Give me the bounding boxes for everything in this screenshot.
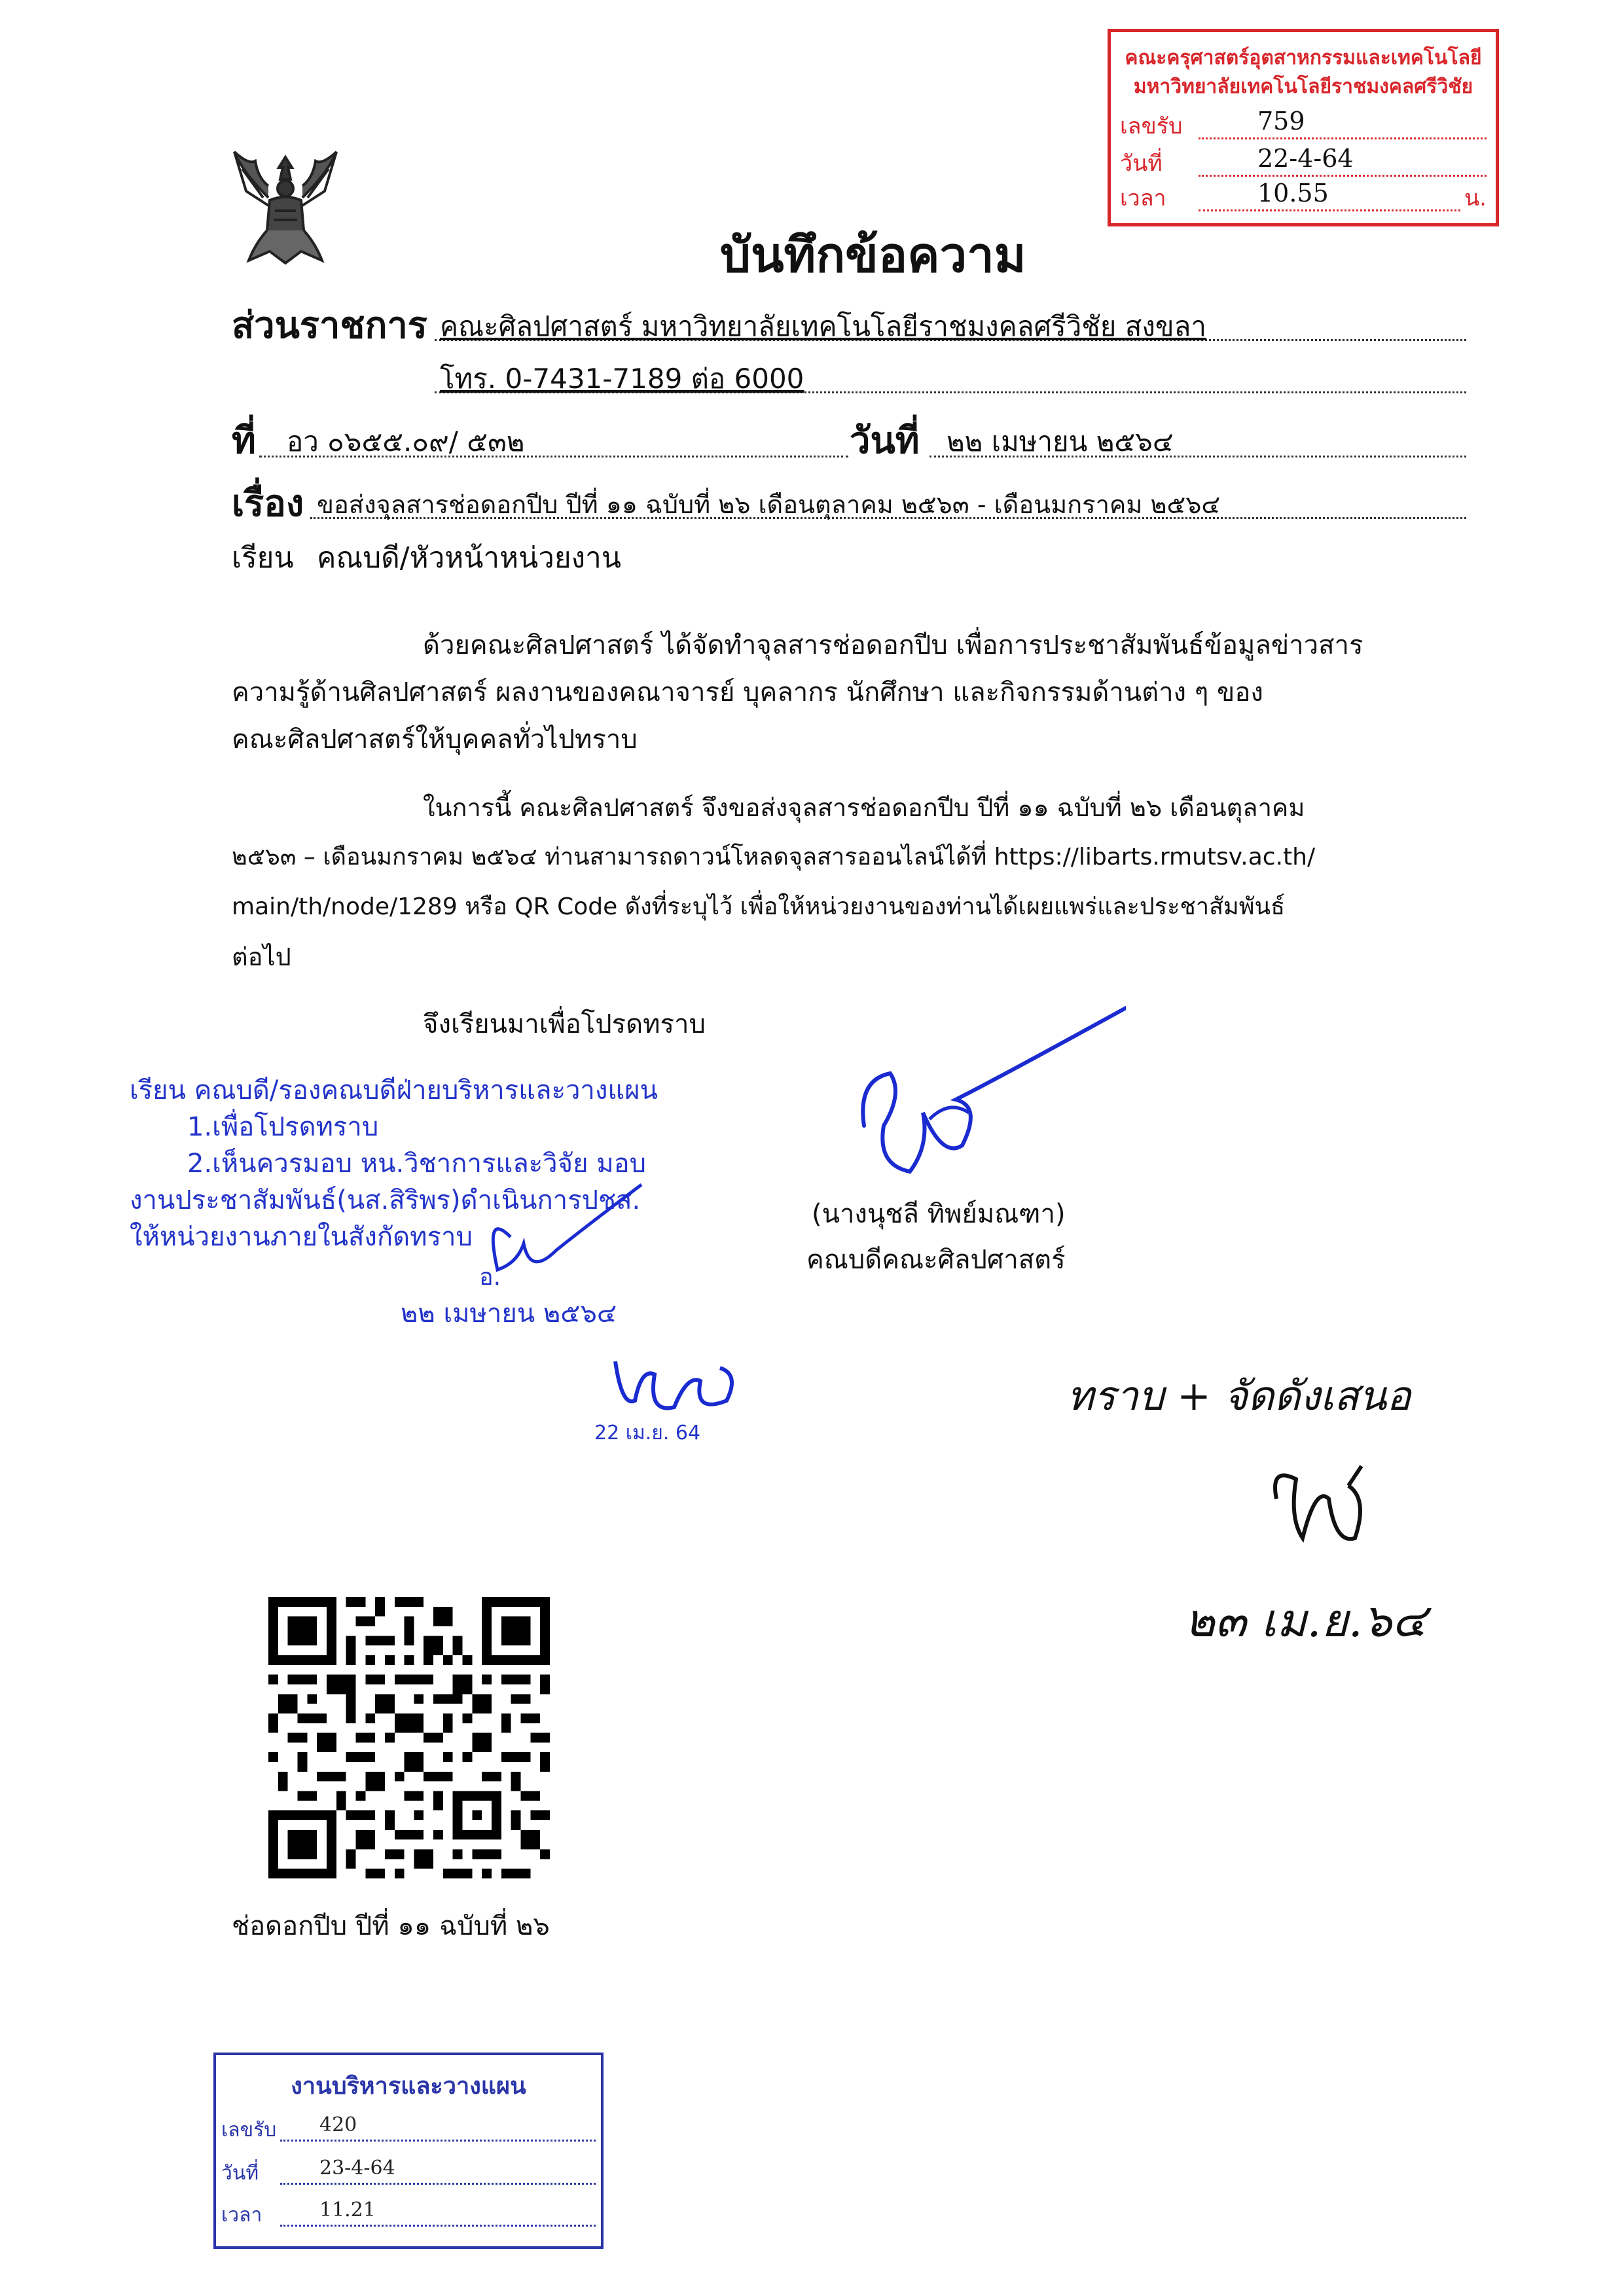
annotation-line-1: เรียน คณบดี/รองคณบดีฝ่ายบริหารและวางแผน bbox=[130, 1075, 658, 1105]
planning-time-value: 11.21 bbox=[319, 2198, 376, 2221]
received-stamp-header-1: คณะครุศาสตร์อุตสาหกรรมและเทคโนโลยี bbox=[1125, 46, 1482, 69]
memo-title: บันทึกข้อความ bbox=[720, 227, 1026, 283]
office-phone: โทร. 0-7431-7189 ต่อ 6000 bbox=[440, 363, 804, 395]
dean-signature bbox=[851, 1001, 1126, 1191]
subject-label: เรื่อง bbox=[232, 482, 304, 525]
planning-time-label: เวลา bbox=[221, 2204, 262, 2227]
ref-label: ที่ bbox=[232, 420, 256, 462]
body-paragraph-2 bbox=[232, 783, 1469, 982]
subject-value: ขอส่งจุลสารช่อดอกปีบ ปีที่ ๑๑ ฉบับที่ ๒๖ เดือนตุลาคม ๒๕๖๓ - เดือนมกราคม ๒๕๖๔ bbox=[317, 490, 1221, 519]
annotation-line-3: 2.เห็นควรมอบ หน.วิชาการและวิจัย มอบ bbox=[187, 1149, 647, 1179]
received-stamp bbox=[1108, 29, 1499, 226]
to-value: คณบดี/หัวหน้าหน่วยงาน bbox=[317, 541, 621, 575]
annotation-line-4: งานประชาสัมพันธ์(นส.สิริพร)ดำเนินการปชส. bbox=[130, 1185, 641, 1215]
received-date-label: วันที่ bbox=[1120, 151, 1163, 177]
body-p2-line-1: ในการนี้ คณะศิลปศาสตร์ จึงขอส่งจุลสารช่อดอกปีบ ปีที่ ๑๑ ฉบับที่ ๒๖ เดือนตุลาคม bbox=[423, 793, 1305, 822]
handwritten-date: ๒๓ เม.ย.๖๔ bbox=[1185, 1594, 1427, 1647]
qr-caption: ช่อดอกปีบ ปีที่ ๑๑ ฉบับที่ ๒๖ bbox=[232, 1911, 550, 1941]
received-stamp-header-2: มหาวิทยาลัยเทคโนโลยีราชมงคลศรีวิชัย bbox=[1133, 75, 1473, 98]
to-label: เรียน bbox=[232, 541, 294, 575]
planning-no-value: 420 bbox=[319, 2113, 357, 2136]
received-date-value: 22-4-64 bbox=[1257, 144, 1354, 173]
annotation-line-2: 1.เพื่อโปรดทราบ bbox=[187, 1112, 379, 1142]
received-time-label: เวลา bbox=[1120, 185, 1166, 211]
date-label: วันที่ bbox=[850, 420, 920, 462]
handwritten-note: ทราบ + จัดดังเสนอ bbox=[1067, 1372, 1411, 1420]
planning-stamp bbox=[213, 2053, 604, 2249]
annotation-line-5: ให้หน่วยงานภายในสังกัดทราบ bbox=[130, 1222, 473, 1252]
received-no-value: 759 bbox=[1257, 107, 1305, 135]
body-p2-line-2: ๒๕๖๓ – เดือนมกราคม ๒๕๖๔ ท่านสามารถดาวน์โหลดจุลสารออนไลน์ได้ที่ https://libarts.rmutsv.ac.th/ bbox=[232, 844, 1316, 870]
signer-name: (นางนุชลี ทิพย์มณฑา) bbox=[812, 1199, 1066, 1229]
received-time-suffix: น. bbox=[1464, 185, 1487, 211]
body-paragraph-1 bbox=[232, 622, 1469, 763]
second-signature bbox=[602, 1348, 746, 1427]
body-p1-line-3: คณะศิลปศาสตร์ให้บุคคลทั่วไปทราบ bbox=[232, 725, 638, 755]
signer-position: คณบดีคณะศิลปศาสตร์ bbox=[806, 1245, 1066, 1275]
handwritten-signature bbox=[1257, 1460, 1375, 1564]
body-p2-line-4: ต่อไป bbox=[232, 942, 291, 971]
body-p1-line-1: ด้วยคณะศิลปศาสตร์ ได้จัดทำจุลสารช่อดอกปีบ เพื่อการประชาสัมพันธ์ข้อมูลข่าวสาร bbox=[423, 630, 1363, 660]
garuda-emblem-icon bbox=[229, 145, 342, 268]
annotation-initials: อ. bbox=[479, 1264, 501, 1291]
planning-date-label: วันที่ bbox=[221, 2162, 259, 2185]
date-value: ๒๒ เมษายน ๒๕๖๔ bbox=[947, 425, 1174, 457]
annotation-date: ๒๒ เมษายน ๒๕๖๔ bbox=[401, 1299, 617, 1329]
planning-date-value: 23-4-64 bbox=[319, 2157, 395, 2179]
qr-code bbox=[268, 1597, 550, 1878]
office-value: คณะศิลปศาสตร์ มหาวิทยาลัยเทคโนโลยีราชมงคลศรีวิชัย สงขลา bbox=[440, 310, 1206, 342]
closing-text: จึงเรียนมาเพื่อโปรดทราบ bbox=[423, 1009, 706, 1039]
body-p1-line-2: ความรู้ด้านศิลปศาสตร์ ผลงานของคณาจารย์ บุคลากร นักศึกษา และกิจกรรมด้านต่าง ๆ ของ bbox=[232, 677, 1263, 708]
office-label: ส่วนราชการ bbox=[232, 304, 427, 347]
received-time-value: 10.55 bbox=[1257, 179, 1329, 207]
second-signature-date: 22 เม.ย. 64 bbox=[594, 1422, 701, 1444]
planning-stamp-header: งานบริหารและวางแผน bbox=[291, 2073, 526, 2100]
received-no-label: เลขรับ bbox=[1120, 113, 1183, 139]
planning-no-label: เลขรับ bbox=[221, 2119, 277, 2142]
ref-value: อว ๐๖๕๕.๐๙/ ๕๓๒ bbox=[287, 425, 525, 457]
body-p2-line-3: main/th/node/1289 หรือ QR Code ดังที่ระบุไว้ เพื่อให้หน่วยงานของท่านได้เผยแพร่และประชาสัมพันธ์ bbox=[232, 893, 1286, 920]
